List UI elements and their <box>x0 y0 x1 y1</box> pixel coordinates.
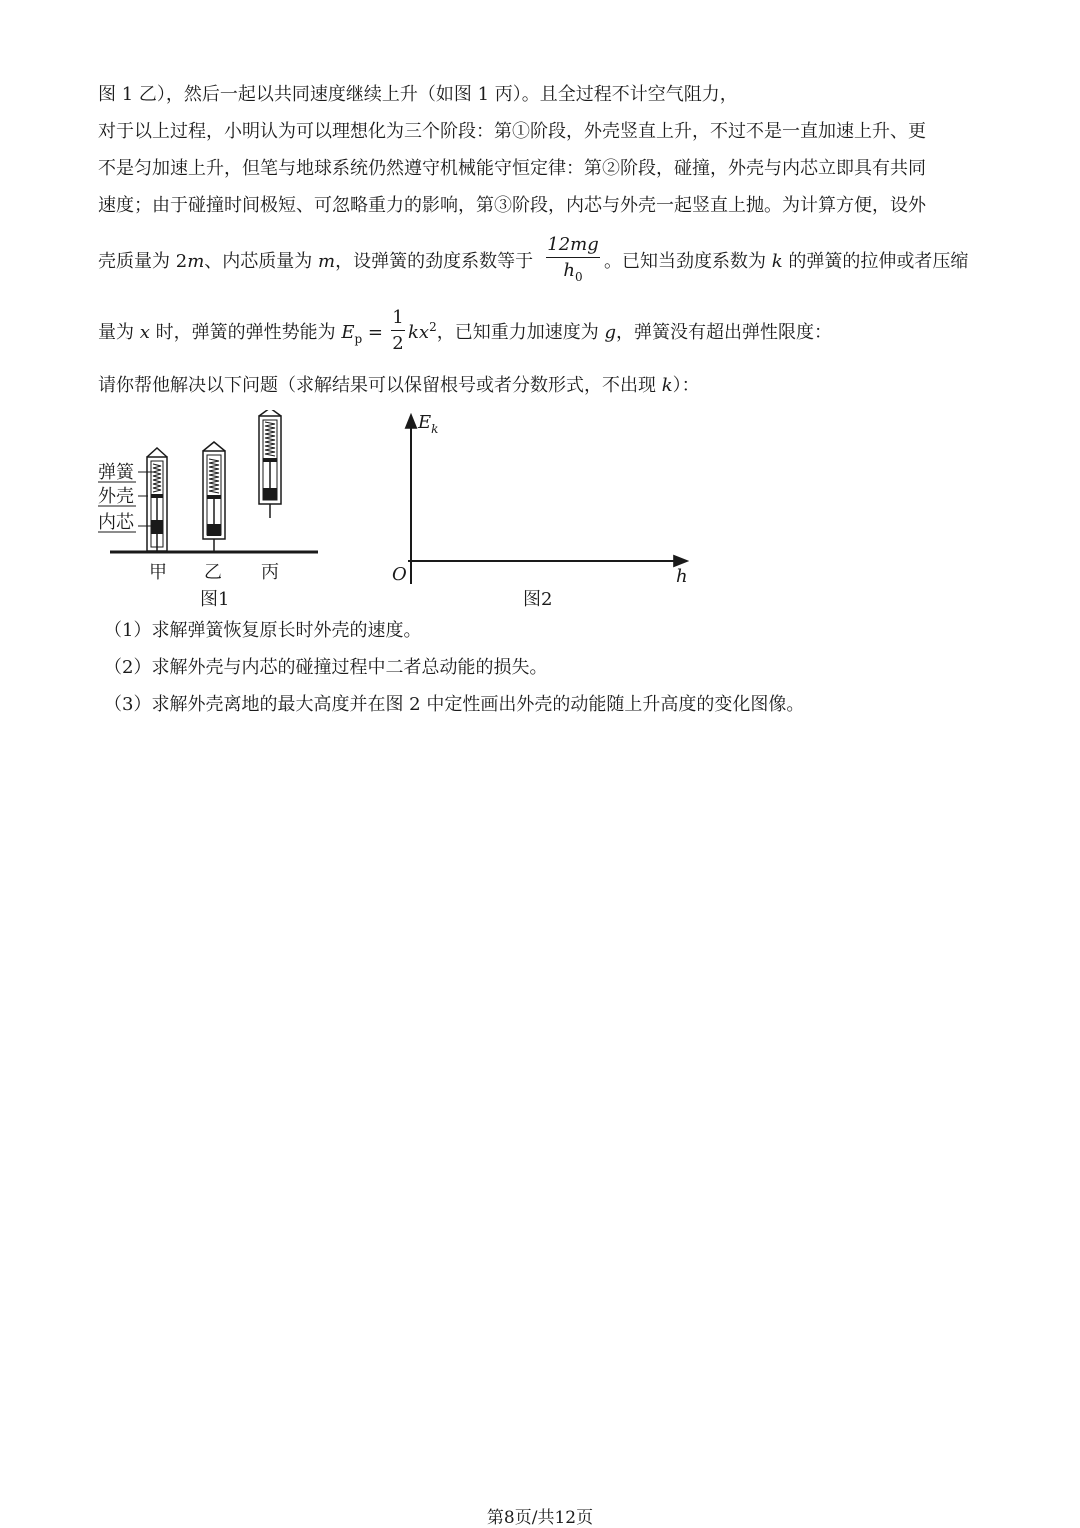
label-core: 内芯 <box>98 512 134 533</box>
text-line-2: 对于以上过程，小明认为可以理想化为三个阶段：第①阶段，外壳竖直上升，不过不是一直加速上升、更 <box>98 121 926 142</box>
label-shell: 外壳 <box>98 486 134 507</box>
figure-2-axes <box>380 410 700 610</box>
pen-bing <box>259 410 281 518</box>
question-1: （1）求解弹簧恢复原长时外壳的速度。 <box>104 620 422 641</box>
spring-constant-fraction: 12mg $h_0$ <box>547 234 599 284</box>
pen-jia <box>147 448 167 552</box>
text-line-1: 图 1 乙），然后一起以共同速度继续上升（如图 1 丙）。且全过程不计空气阻力， <box>98 84 738 105</box>
question-3: （3）求解外壳离地的最大高度并在图 2 中定性画出外壳的动能随上升高度的变化图像。 <box>104 694 805 715</box>
figure-2-caption: 图2 <box>523 589 553 610</box>
text-line-7: 请你帮他解决以下问题（求解结果可以保留根号或者分数形式，不出现 k）： <box>98 375 700 396</box>
label-bing: 丙 <box>261 562 279 583</box>
origin-label: O <box>392 564 407 585</box>
text-line-3: 不是匀加速上升，但笔与地球系统仍然遵守机械能守恒定律：第②阶段，碰撞，外壳与内芯立即具有共同 <box>98 158 926 179</box>
label-jia: 甲 <box>149 562 167 583</box>
text-line-5a: 壳质量为 2m、内芯质量为 m，设弹簧的劲度系数等于 <box>98 251 534 272</box>
half-fraction: 1 2 <box>392 307 404 354</box>
text-line-6b: $kx^2$，已知重力加速度为 g，弹簧没有超出弹性限度： <box>408 320 832 343</box>
question-2: （2）求解外壳与内芯的碰撞过程中二者总动能的损失。 <box>104 657 548 678</box>
figure-1-caption: 图1 <box>200 589 230 610</box>
x-axis-label: h <box>676 566 688 587</box>
label-spring: 弹簧 <box>98 462 134 483</box>
figure-1-pen-diagram <box>96 410 336 610</box>
text-line-4: 速度；由于碰撞时间极短、可忽略重力的影响，第③阶段，内芯与外壳一起竖直上抛。为计算方便，设外 <box>98 195 926 216</box>
pen-yi <box>203 442 225 552</box>
text-line-6a: 量为 x 时，弹簧的弹性势能为 $E_p$ = <box>98 322 383 346</box>
y-axis-label: $E_k$ <box>418 412 439 436</box>
text-line-5b: 。已知当劲度系数为 k 的弹簧的拉伸或者压缩 <box>604 251 969 272</box>
label-yi: 乙 <box>204 562 222 583</box>
page-footer: 第8页/共12页 <box>486 1508 594 1528</box>
